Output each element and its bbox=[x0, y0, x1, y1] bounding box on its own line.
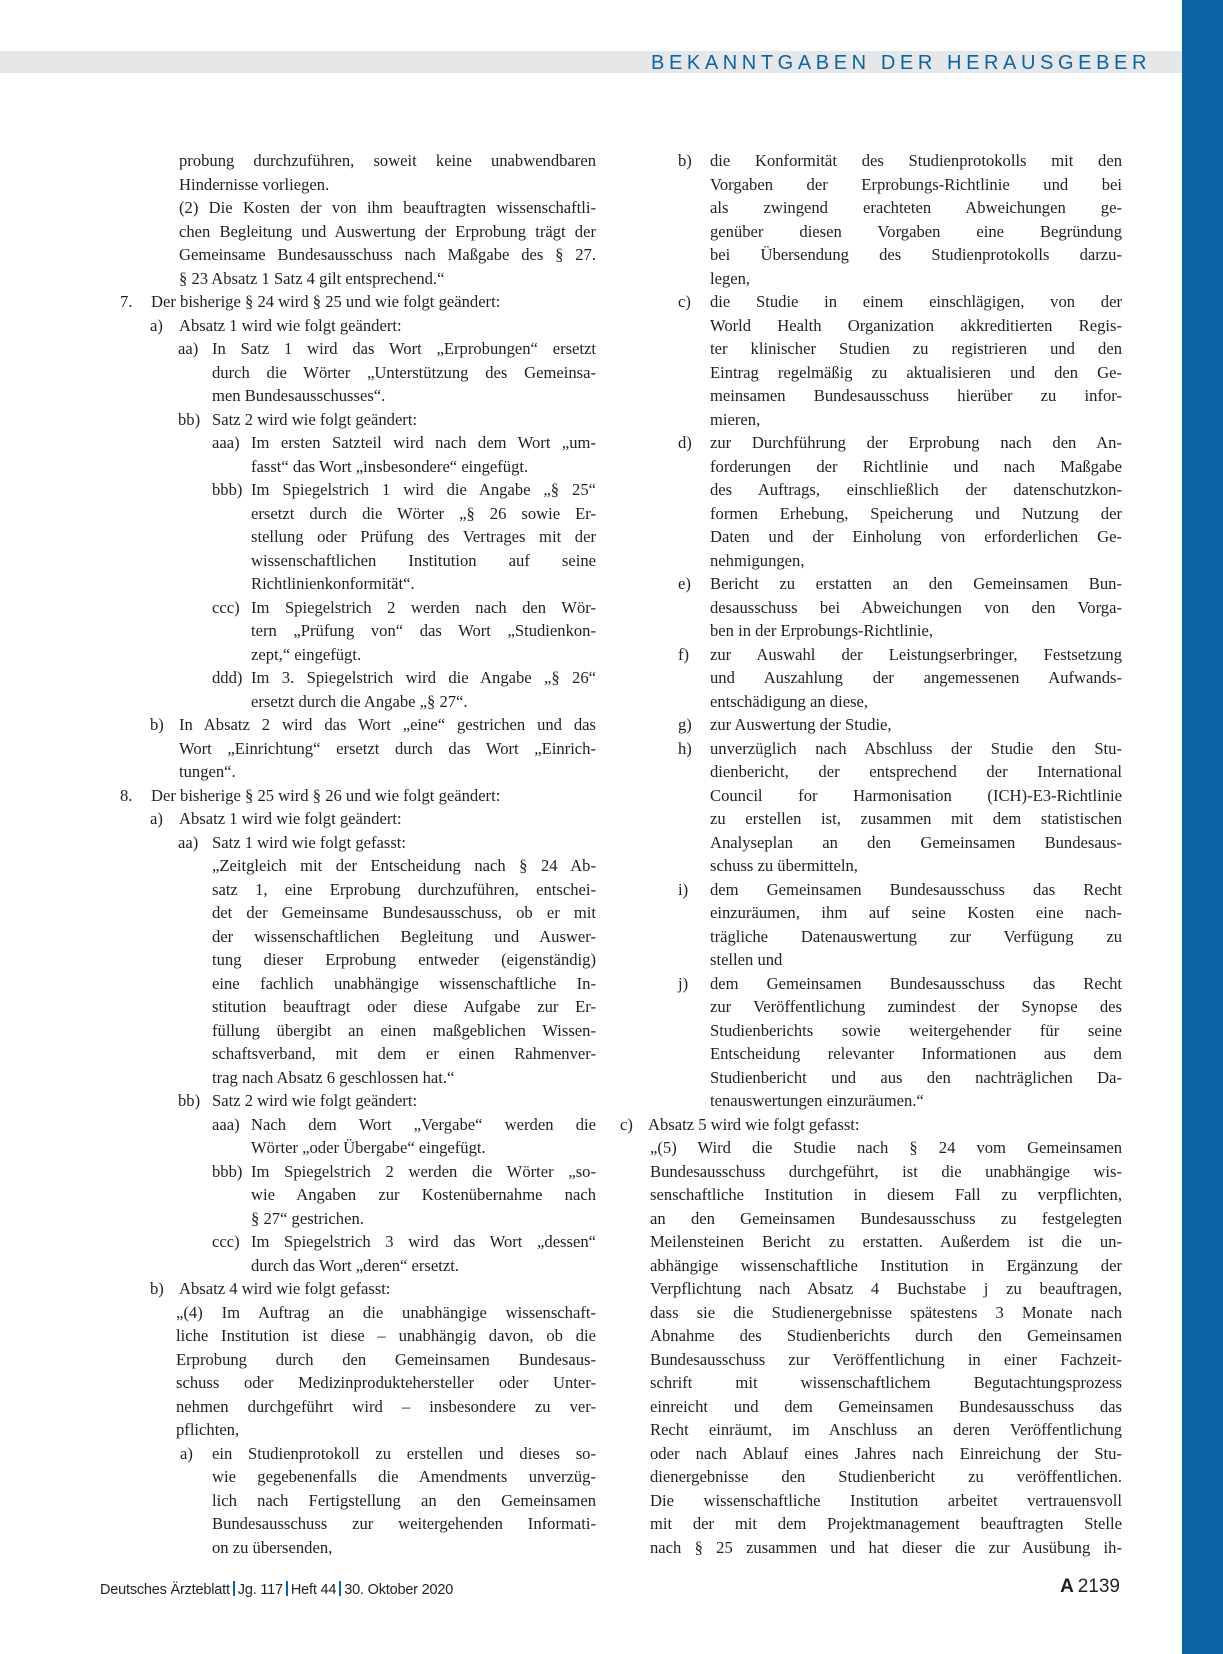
text-line bbox=[678, 1019, 1122, 1043]
text-line bbox=[650, 1207, 1122, 1231]
text-line bbox=[120, 666, 596, 690]
list-marker: d) bbox=[678, 433, 692, 452]
line-text: Im Spiegelstrich 1 wird die Angabe „§ 25“ bbox=[251, 480, 596, 499]
line-text: trägliche Datenauswertung zur Verfügung zu bbox=[710, 926, 1122, 946]
list-marker: a) bbox=[150, 809, 163, 828]
text-line bbox=[678, 854, 1122, 878]
line-text: mit der mit dem Projektmanagement beauftragten Stelle bbox=[650, 1514, 1122, 1533]
list-marker: ddd) bbox=[212, 668, 243, 687]
line-text: Absatz 1 wird wie folgt geändert: bbox=[179, 809, 402, 828]
text-line bbox=[120, 1371, 596, 1395]
text-line bbox=[120, 831, 596, 855]
line-text: dienbericht, der entsprechend der International bbox=[710, 762, 1122, 781]
line-text: die Konformität des Studienprotokolls mit den bbox=[710, 151, 1122, 170]
line-text: nach § 25 zusammen und hat dieser die zur Ausübung ih- bbox=[650, 1537, 1122, 1557]
footer-separator bbox=[233, 1581, 235, 1596]
line-text: Der bisherige § 24 wird § 25 und wie folgt geändert: bbox=[151, 292, 501, 311]
text-line bbox=[678, 314, 1122, 338]
text-line bbox=[120, 337, 596, 361]
line-text: In Satz 1 wird das Wort „Erprobungen“ ersetzt bbox=[212, 339, 596, 358]
line-text: Studienbericht und aus den nachträglichen Da- bbox=[710, 1067, 1122, 1087]
text-line bbox=[120, 243, 596, 267]
journal-volume: Jg. 117 bbox=[237, 1582, 283, 1598]
line-text: abhängige wissenschaftliche Institution in Ergänzung der bbox=[650, 1255, 1122, 1275]
text-line bbox=[120, 1536, 596, 1560]
line-text: schrift mit wissenschaftlichem Begutachtungsprozess bbox=[650, 1373, 1122, 1392]
text-line bbox=[120, 431, 596, 455]
list-marker: aa) bbox=[178, 832, 199, 852]
text-line bbox=[678, 878, 1122, 902]
text-line bbox=[678, 384, 1122, 408]
text-line bbox=[120, 1066, 596, 1090]
line-text: Bundesausschuss zur Veröffentlichung in einer Fachzeit- bbox=[650, 1349, 1122, 1369]
line-text: on zu übersenden, bbox=[212, 1537, 333, 1557]
text-line bbox=[678, 408, 1122, 432]
text-line bbox=[120, 596, 596, 620]
line-text: chen Begleitung und Auswertung der Erprobung trägt der bbox=[179, 221, 596, 241]
text-line bbox=[120, 384, 596, 408]
line-text: trag nach Absatz 6 geschlossen hat.“ bbox=[212, 1067, 455, 1087]
line-text: an den Gemeinsamen Bundesausschuss zu festgelegten bbox=[650, 1208, 1122, 1228]
line-text: Der bisherige § 25 wird § 26 und wie folgt geändert: bbox=[151, 785, 501, 805]
text-line bbox=[678, 337, 1122, 361]
line-text: satz 1, eine Erprobung durchzuführen, entschei- bbox=[212, 879, 596, 899]
text-line bbox=[120, 525, 596, 549]
text-line bbox=[678, 1066, 1122, 1090]
line-text: dienergebnisse den Studienbericht zu veröffentlichen. bbox=[650, 1467, 1122, 1486]
line-text: Absatz 1 wird wie folgt geändert: bbox=[179, 315, 402, 335]
text-line bbox=[120, 196, 596, 220]
list-marker: i) bbox=[678, 879, 689, 899]
line-text: World Health Organization akkreditierten Regis- bbox=[710, 315, 1122, 335]
line-text: Absatz 5 wird wie folgt gefasst: bbox=[648, 1114, 860, 1134]
text-line bbox=[120, 502, 596, 526]
list-marker: aa) bbox=[178, 339, 199, 358]
text-line bbox=[120, 1395, 596, 1419]
line-text: oder nach Ablauf eines Jahres nach Einreichung der Stu- bbox=[650, 1443, 1122, 1463]
list-marker: j) bbox=[678, 973, 689, 993]
line-text: Im Spiegelstrich 2 werden die Wörter „so- bbox=[251, 1161, 596, 1181]
text-line bbox=[120, 925, 596, 949]
line-text: pflichten, bbox=[176, 1420, 240, 1439]
line-text: Bundesausschuss durchgeführt, ist die unabhängige wis- bbox=[650, 1161, 1122, 1181]
line-text: Satz 2 wird wie folgt geändert: bbox=[212, 409, 418, 429]
page-number bbox=[1060, 1576, 1120, 1598]
text-line bbox=[650, 1324, 1122, 1348]
footer-separator bbox=[286, 1581, 288, 1596]
line-text: men Bundesausschusses“. bbox=[212, 386, 386, 405]
line-text: Hindernisse vorliegen. bbox=[179, 174, 330, 194]
line-text: senschaftliche Institution in diesem Fall zu verpflichten, bbox=[650, 1185, 1122, 1204]
text-line bbox=[120, 1042, 596, 1066]
text-line bbox=[120, 948, 596, 972]
text-line bbox=[120, 878, 596, 902]
text-line bbox=[678, 196, 1122, 220]
line-text: schuss zu übermitteln, bbox=[710, 856, 858, 875]
line-text: Daten und der Einholung von erforderlichen Ge- bbox=[710, 527, 1122, 546]
line-text: tenauswertungen einzuräumen.“ bbox=[710, 1091, 924, 1110]
journal-date: 30. Oktober 2020 bbox=[344, 1582, 454, 1598]
list-marker: b) bbox=[150, 715, 164, 734]
line-text: nehmen durchgeführt wird – insbesondere zu ver- bbox=[176, 1396, 596, 1416]
line-text: Bericht zu erstatten an den Gemeinsamen Bun- bbox=[710, 574, 1122, 593]
line-text: einreicht und dem Gemeinsamen Bundesausschuss das bbox=[650, 1396, 1122, 1416]
list-marker: 8. bbox=[120, 785, 133, 805]
text-line bbox=[120, 713, 596, 737]
text-line bbox=[120, 1089, 596, 1113]
text-line bbox=[678, 361, 1122, 385]
text-line bbox=[620, 1113, 1122, 1137]
text-line bbox=[650, 1160, 1122, 1184]
line-text: stellung oder Prüfung des Vertrages mit der bbox=[251, 527, 596, 546]
line-text: Satz 1 wird wie folgt gefasst: bbox=[212, 832, 407, 852]
text-line bbox=[678, 220, 1122, 244]
text-line bbox=[678, 760, 1122, 784]
text-line bbox=[120, 784, 596, 808]
line-text: Eintrag regelmäßig zu aktualisieren und den Ge- bbox=[710, 362, 1122, 382]
text-line bbox=[650, 1136, 1122, 1160]
text-line bbox=[120, 972, 596, 996]
line-text: In Absatz 2 wird das Wort „eine“ gestrichen und das bbox=[179, 715, 596, 734]
text-line bbox=[678, 478, 1122, 502]
text-line bbox=[120, 1512, 596, 1536]
text-line bbox=[678, 972, 1122, 996]
text-line bbox=[650, 1254, 1122, 1278]
line-text: Nach dem Wort „Vergabe“ werden die bbox=[251, 1114, 596, 1134]
line-text: füllung übergibt an einen maßgeblichen Wissen- bbox=[212, 1020, 596, 1040]
line-text: (2) Die Kosten der von ihm beauftragten wissenschaftli- bbox=[179, 198, 596, 217]
text-line bbox=[120, 1230, 596, 1254]
line-text: desausschuss bei Abweichungen von den Vorga- bbox=[710, 597, 1122, 617]
text-line bbox=[120, 361, 596, 385]
journal-name: Deutsches Ärzteblatt bbox=[100, 1582, 230, 1598]
line-text: mieren, bbox=[710, 409, 761, 429]
text-line bbox=[120, 220, 596, 244]
line-text: stitution beauftragt oder diese Aufgabe zur Er- bbox=[212, 997, 596, 1016]
line-text: Vorgaben der Erprobungs-Richtlinie und bei bbox=[710, 174, 1122, 194]
list-marker: c) bbox=[620, 1114, 633, 1134]
text-line bbox=[120, 267, 596, 291]
text-line bbox=[650, 1348, 1122, 1372]
line-text: als zwingend erachteten Abweichungen ge- bbox=[710, 198, 1122, 217]
page-prefix: A bbox=[1060, 1576, 1074, 1597]
text-line bbox=[650, 1183, 1122, 1207]
line-text: Im Spiegelstrich 2 werden nach den Wör- bbox=[251, 597, 596, 617]
line-text: Meilensteinen Bericht zu erstatten. Außerdem ist die un- bbox=[650, 1232, 1122, 1251]
text-line bbox=[120, 995, 596, 1019]
text-line bbox=[678, 596, 1122, 620]
text-line bbox=[678, 149, 1122, 173]
line-text: zur Veröffentlichung zumindest der Synopse des bbox=[710, 997, 1122, 1016]
text-line bbox=[678, 502, 1122, 526]
line-text: Satz 2 wird wie folgt geändert: bbox=[212, 1091, 418, 1110]
text-line bbox=[678, 831, 1122, 855]
text-line bbox=[678, 243, 1122, 267]
line-text: Absatz 4 wird wie folgt gefasst: bbox=[179, 1279, 391, 1298]
text-line bbox=[678, 807, 1122, 831]
line-text: wissenschaftlichen Institution auf seine bbox=[251, 550, 596, 570]
line-text: entschädigung an diese, bbox=[710, 691, 869, 711]
text-line bbox=[650, 1442, 1122, 1466]
text-line bbox=[120, 1418, 596, 1442]
text-line bbox=[120, 173, 596, 197]
line-text: Wort „Einrichtung“ ersetzt durch das Wort „Einrich- bbox=[179, 738, 596, 758]
text-line bbox=[650, 1230, 1122, 1254]
line-text: formen Erhebung, Speicherung und Nutzung der bbox=[710, 503, 1122, 523]
line-text: tung dieser Erprobung entweder (eigenständig) bbox=[212, 950, 596, 969]
line-text: durch die Wörter „Unterstützung des Gemeinsa- bbox=[212, 362, 596, 382]
left-column bbox=[120, 149, 596, 1559]
line-text: „(5) Wird die Studie nach § 24 vom Gemeinsamen bbox=[650, 1138, 1122, 1157]
line-text: nehmigungen, bbox=[710, 550, 805, 570]
line-text: zur Auswertung der Studie, bbox=[710, 715, 892, 734]
text-line bbox=[678, 925, 1122, 949]
list-marker: bbb) bbox=[212, 480, 243, 499]
text-line bbox=[120, 807, 596, 831]
line-text: zur Durchführung der Erprobung nach den An- bbox=[710, 433, 1122, 452]
line-text: ben in der Erprobungs-Richtlinie, bbox=[710, 621, 934, 640]
text-line bbox=[120, 1465, 596, 1489]
text-line bbox=[120, 1324, 596, 1348]
text-line bbox=[650, 1536, 1122, 1560]
right-column bbox=[620, 149, 1122, 1559]
text-line bbox=[120, 314, 596, 338]
text-line bbox=[120, 1207, 596, 1231]
text-line bbox=[120, 1277, 596, 1301]
text-line bbox=[650, 1277, 1122, 1301]
text-line bbox=[678, 995, 1122, 1019]
line-text: eine fachlich unabhängige wissenschaftliche In- bbox=[212, 973, 596, 993]
text-line bbox=[120, 1301, 596, 1325]
line-text: forderungen der Richtlinie und nach Maßgabe bbox=[710, 456, 1122, 476]
list-marker: c) bbox=[678, 292, 691, 311]
line-text: Analyseplan an den Gemeinsamen Bundesaus- bbox=[710, 832, 1122, 852]
list-marker: bbb) bbox=[212, 1161, 243, 1181]
line-text: Im 3. Spiegelstrich wird die Angabe „§ 26“ bbox=[251, 668, 596, 687]
text-line bbox=[120, 149, 596, 173]
text-line bbox=[678, 619, 1122, 643]
line-text: Abnahme des Studienberichts durch den Gemeinsamen bbox=[650, 1326, 1122, 1345]
text-line bbox=[650, 1371, 1122, 1395]
text-line bbox=[120, 455, 596, 479]
text-line bbox=[650, 1395, 1122, 1419]
list-marker: h) bbox=[678, 738, 692, 758]
line-text: Wörter „oder Übergabe“ eingefügt. bbox=[251, 1138, 486, 1157]
line-text: schaftsverband, mit dem er einen Rahmenver- bbox=[212, 1044, 596, 1063]
line-text: legen, bbox=[710, 268, 751, 288]
line-text: tern „Prüfung von“ das Wort „Studienkon- bbox=[251, 621, 596, 640]
text-line bbox=[120, 854, 596, 878]
text-line bbox=[120, 1348, 596, 1372]
line-text: dass sie die Studienergebnisse spätestens 3 Monate nach bbox=[650, 1302, 1122, 1322]
line-text: Studienberichts sowie weitergehender für seine bbox=[710, 1020, 1122, 1040]
list-marker: f) bbox=[678, 644, 690, 664]
line-text: det der Gemeinsame Bundesausschuss, ob er mit bbox=[212, 903, 596, 922]
text-line bbox=[678, 549, 1122, 573]
line-text: zept,“ eingefügt. bbox=[251, 644, 362, 664]
list-marker: bb) bbox=[178, 1091, 201, 1110]
line-text: genüber diesen Vorgaben eine Begründung bbox=[710, 221, 1122, 241]
list-marker: ccc) bbox=[212, 597, 240, 617]
text-line bbox=[120, 1136, 596, 1160]
text-line bbox=[120, 290, 596, 314]
line-text: unverzüglich nach Abschluss der Studie den Stu- bbox=[710, 738, 1122, 758]
text-line bbox=[678, 455, 1122, 479]
line-text: ein Studienprotokoll zu erstellen und dieses so- bbox=[212, 1443, 596, 1463]
text-line bbox=[120, 737, 596, 761]
text-line bbox=[678, 525, 1122, 549]
line-text: Gemeinsame Bundesausschuss nach Maßgabe des § 27. bbox=[179, 245, 596, 264]
text-line bbox=[678, 572, 1122, 596]
list-marker: b) bbox=[150, 1279, 164, 1298]
text-line bbox=[120, 408, 596, 432]
line-text: Richtlinienkonformität“. bbox=[251, 574, 415, 593]
text-line bbox=[120, 1019, 596, 1043]
list-marker: g) bbox=[678, 715, 692, 734]
line-text: schuss oder Medizinproduktehersteller oder Unter- bbox=[176, 1373, 596, 1392]
list-marker: e) bbox=[678, 574, 691, 593]
text-line bbox=[678, 948, 1122, 972]
line-text: der wissenschaftlichen Begleitung und Auswer- bbox=[212, 926, 596, 946]
section-title: BEKANNTGABEN DER HERAUSGEBER bbox=[651, 52, 1151, 74]
line-text: zu erstellen ist, zusammen mit dem statistischen bbox=[710, 809, 1122, 828]
line-text: ersetzt durch die Wörter „§ 26 sowie Er- bbox=[251, 503, 596, 523]
line-text: Entscheidung relevanter Informationen aus dem bbox=[710, 1044, 1122, 1063]
line-text: meinsamen Bundesausschuss hierüber zu infor- bbox=[710, 386, 1122, 405]
line-text: Recht einräumt, im Anschluss an deren Veröffentlichung bbox=[650, 1420, 1122, 1439]
list-marker: 7. bbox=[120, 292, 133, 311]
text-line bbox=[678, 267, 1122, 291]
text-line bbox=[120, 1442, 596, 1466]
text-line bbox=[120, 619, 596, 643]
line-text: § 23 Absatz 1 Satz 4 gilt entsprechend.“ bbox=[179, 268, 445, 288]
list-marker: aaa) bbox=[212, 1114, 240, 1134]
line-text: probung durchzuführen, soweit keine unabwendbaren bbox=[179, 151, 596, 170]
line-text: Die wissenschaftliche Institution arbeitet vertrauensvoll bbox=[650, 1490, 1122, 1510]
text-line bbox=[120, 1489, 596, 1513]
side-accent-bar bbox=[1182, 0, 1223, 1654]
text-line bbox=[678, 431, 1122, 455]
line-text: und Auszahlung der angemessenen Aufwands- bbox=[710, 668, 1122, 687]
line-text: einzuräumen, ihm auf seine Kosten eine nach- bbox=[710, 903, 1122, 922]
line-text: bei Übersendung des Studienprotokolls darzu- bbox=[710, 245, 1122, 264]
text-line bbox=[120, 1254, 596, 1278]
line-text: lich nach Fertigstellung an den Gemeinsamen bbox=[212, 1490, 596, 1510]
line-text: Bundesausschuss zur weitergehenden Informati- bbox=[212, 1514, 596, 1533]
journal-issue: Heft 44 bbox=[290, 1582, 337, 1598]
text-line bbox=[678, 1089, 1122, 1113]
text-line bbox=[678, 901, 1122, 925]
text-line bbox=[678, 1042, 1122, 1066]
line-text: Im ersten Satzteil wird nach dem Wort „um- bbox=[251, 433, 596, 452]
line-text: Verpflichtung nach Absatz 4 Buchstabe j zu beauftragen, bbox=[650, 1279, 1122, 1298]
text-line bbox=[678, 690, 1122, 714]
text-line bbox=[678, 784, 1122, 808]
line-text: „(4) Im Auftrag an die unabhängige wissenschaft- bbox=[176, 1302, 596, 1322]
text-line bbox=[120, 690, 596, 714]
text-line bbox=[650, 1465, 1122, 1489]
text-line bbox=[678, 643, 1122, 667]
line-text: tungen“. bbox=[179, 762, 236, 781]
line-text: des Auftrags, einschließlich der datenschutzkon- bbox=[710, 480, 1122, 499]
text-line bbox=[650, 1512, 1122, 1536]
line-text: § 27“ gestrichen. bbox=[251, 1208, 364, 1228]
line-text: ersetzt durch die Angabe „§ 27“. bbox=[251, 691, 468, 711]
line-text: „Zeitgleich mit der Entscheidung nach § 24 Ab- bbox=[212, 856, 596, 875]
list-marker: aaa) bbox=[212, 433, 240, 452]
list-marker: b) bbox=[678, 151, 692, 170]
text-line bbox=[650, 1489, 1122, 1513]
text-line bbox=[120, 901, 596, 925]
footer-citation bbox=[100, 1581, 453, 1598]
text-line bbox=[678, 737, 1122, 761]
list-marker: a) bbox=[180, 1443, 193, 1463]
list-marker: ccc) bbox=[212, 1232, 240, 1251]
line-text: Im Spiegelstrich 3 wird das Wort „dessen“ bbox=[251, 1232, 596, 1251]
line-text: Erprobung durch den Gemeinsamen Bundesaus- bbox=[176, 1349, 596, 1369]
text-line bbox=[120, 1160, 596, 1184]
text-line bbox=[120, 478, 596, 502]
line-text: stellen und bbox=[710, 950, 783, 969]
footer-separator bbox=[339, 1581, 341, 1596]
line-text: fasst“ das Wort „insbesondere“ eingefügt. bbox=[251, 456, 529, 476]
line-text: ter klinischer Studien zu registrieren und den bbox=[710, 339, 1122, 358]
text-line bbox=[120, 1183, 596, 1207]
text-line bbox=[120, 549, 596, 573]
text-line bbox=[650, 1418, 1122, 1442]
text-line bbox=[120, 1113, 596, 1137]
list-marker: bb) bbox=[178, 409, 201, 429]
line-text: die Studie in einem einschlägigen, von der bbox=[710, 292, 1122, 311]
line-text: zur Auswahl der Leistungserbringer, Festsetzung bbox=[710, 644, 1122, 664]
text-line bbox=[678, 713, 1122, 737]
line-text: wie gegebenenfalls die Amendments unverzüg- bbox=[212, 1467, 596, 1486]
line-text: durch das Wort „deren“ ersetzt. bbox=[251, 1255, 459, 1275]
text-line bbox=[678, 666, 1122, 690]
text-line bbox=[120, 572, 596, 596]
line-text: liche Institution ist diese – unabhängig davon, ob die bbox=[176, 1326, 596, 1345]
list-marker: a) bbox=[150, 315, 163, 335]
text-line bbox=[120, 760, 596, 784]
line-text: wie Angaben zur Kostenübernahme nach bbox=[251, 1185, 596, 1204]
line-text: dem Gemeinsamen Bundesausschuss das Recht bbox=[710, 973, 1122, 993]
line-text: dem Gemeinsamen Bundesausschuss das Recht bbox=[710, 879, 1122, 899]
page-number-value: 2139 bbox=[1077, 1576, 1120, 1597]
line-text: Council for Harmonisation (ICH)-E3-Richtlinie bbox=[710, 785, 1122, 805]
text-line bbox=[678, 173, 1122, 197]
text-line bbox=[650, 1301, 1122, 1325]
text-line bbox=[678, 290, 1122, 314]
text-line bbox=[120, 643, 596, 667]
